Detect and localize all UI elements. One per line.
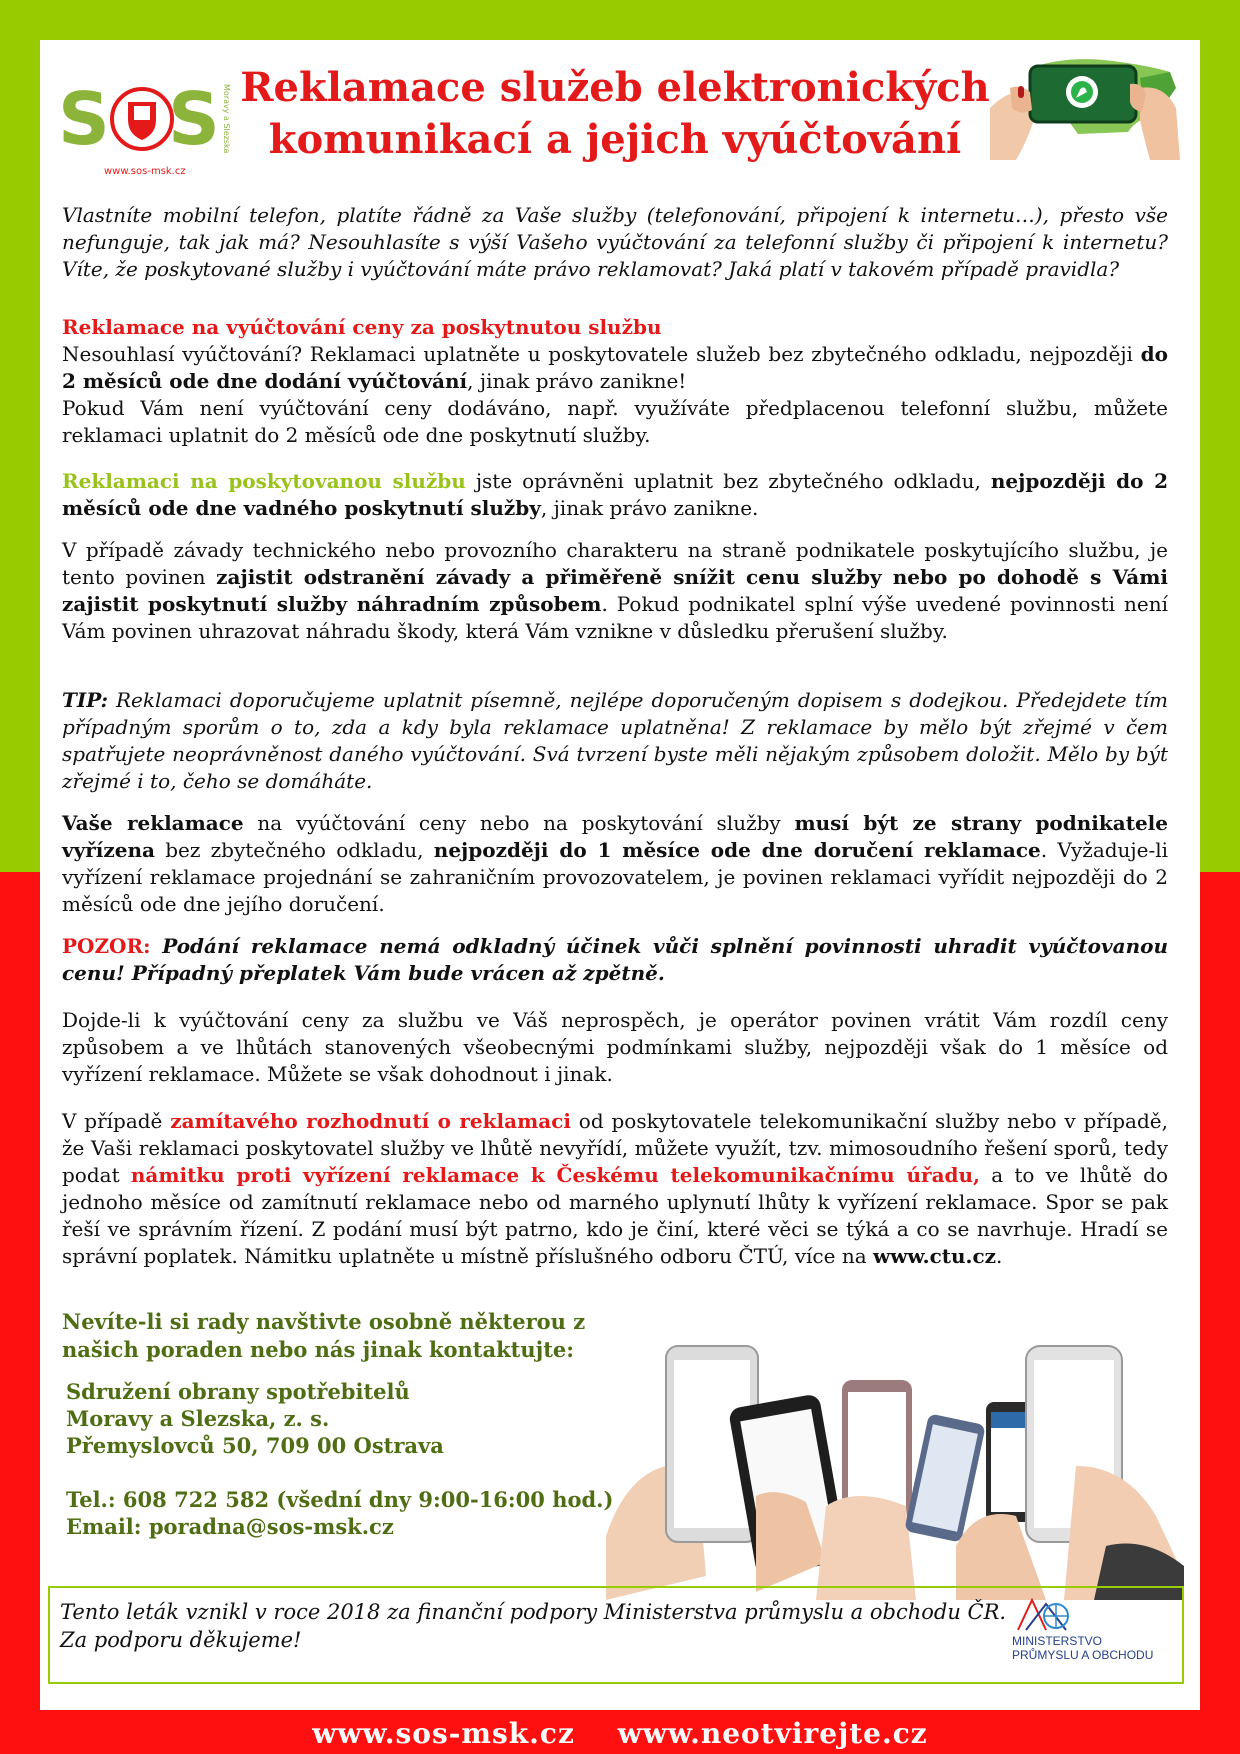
- funding-line-1: Tento leták vznikl v roce 2018 za finanční podpory Ministerstva průmyslu a obchodu ČR.: [60, 1600, 1007, 1624]
- svg-text:S: S: [168, 77, 220, 161]
- tip-label: TIP:: [62, 688, 108, 712]
- flyer-sheet: [40, 40, 1200, 1710]
- pozor-paragraph: POZOR: Podání reklamace nemá odkladný účinek vůči splnění povinnosti uhradit vyúčtovanou cenu! Případný přeplatek Vám bude vrácen až zpětně.: [62, 934, 1168, 985]
- service-heading: Reklamaci na poskytovanou službu: [62, 469, 466, 493]
- section-objection: V případě zamítavého rozhodnutí o reklamaci od poskytovatele telekomunikační služby nebo v případě, že Vaši reklamaci poskytovatel služby ve lhůtě nevyřídí, můžete využít, tzv. mimosoudního řešení sporů, tedy podat námitku proti vyřízení reklamace k Českému telekomunikačnímu úřadu, a to ve lhůtě do jednoho měsíce od zamítnutí reklamace nebo od marného uplynutí lhůty k vyřízení reklamace. Spor se pak řeší ve správním řízení. Z podání musí být patrno, kdo je činí, které věci se týká a co se navrhuje. Hradí se správní poplatek. Námitku uplatněte u místně příslušného odboru ČTÚ, více na www.ctu.cz.: [62, 1109, 1168, 1268]
- org-name-line-2: Moravy a Slezska, z. s.: [66, 1406, 330, 1431]
- contact-heading: Nevíte-li si rady navštivte osobně některou z našich poraden nebo nás jinak kontaktujte:: [62, 1309, 586, 1362]
- phones-illustration: [606, 1346, 1184, 1600]
- logo-side-text: Moravy a Slezska: [222, 84, 231, 154]
- org-address: Přemyslovců 50, 709 00 Ostrava: [66, 1433, 444, 1458]
- title-line-2: komunikací a jejich vyúčtování: [268, 116, 962, 163]
- neotvirejte-url-link[interactable]: www.neotvirejte.cz: [617, 1717, 928, 1750]
- logo-url: www.sos-msk.cz: [104, 166, 186, 177]
- section-billing: [62, 314, 1168, 449]
- ministry-name-line-2: PRŮMYSLU A OBCHODU: [1012, 1648, 1154, 1662]
- org-name-line-1: Sdružení obrany spotřebitelů: [66, 1379, 410, 1404]
- footer-urls: [0, 1716, 1240, 1752]
- sos-logo: [58, 72, 231, 192]
- funding-text: [60, 1598, 1020, 1654]
- section-resolution: Vaše reklamace na vyúčtování ceny nebo na poskytování služby musí být ze strany podnikatele vyřízena bez zbytečného odkladu, nejpozději do 1 měsíce ode dne doručení reklamace. Vyžaduje-li vyřízení reklamace projednání se zahraničním provozovatelem, je povinen reklamaci vyřídit nejpozději do 2 měsíců ode dne jejího doručení.: [62, 811, 1169, 916]
- sos-url-link[interactable]: www.sos-msk.cz: [312, 1717, 575, 1750]
- ministry-logo: [1012, 1596, 1172, 1678]
- email-address[interactable]: Email: poradna@sos-msk.cz: [66, 1514, 394, 1539]
- prepaid-paragraph: Pokud Vám není vyúčtování ceny dodáváno, např. využíváte předplacenou telefonní službu, můžete reklamaci uplatnit do 2 měsíců ode dne poskytnutí služby.: [62, 396, 1168, 447]
- intro-paragraph: Vlastníte mobilní telefon, platíte řádně za Vaše služby (telefonování, připojení k internetu…), přesto vše nefunguje, tak jak má? Nesouhlasíte s výší Vašeho vyúčtování za telefonní služby či připojení k internetu? Víte, že poskytované služby i vyúčtování máte právo reklamovat? Jaká platí v takovém případě pravidla?: [62, 203, 1168, 281]
- ctu-link[interactable]: www.ctu.cz: [872, 1244, 997, 1268]
- section-service: Reklamaci na poskytovanou službu jste oprávněni uplatnit bez zbytečného odkladu, nejpozději do 2 měsíců ode dne vadného poskytnutí služby, jinak právo zanikne.: [62, 469, 1168, 520]
- funding-line-2: Za podporu děkujeme!: [60, 1628, 302, 1652]
- pozor-label: POZOR:: [62, 934, 151, 958]
- tip-paragraph: TIP: Reklamaci doporučujeme uplatnit písemně, nejlépe doporučeným dopisem s dodejkou. Předejdete tím případným sporům o to, zda a kdy byla reklamace uplatněna! Z reklamace by mělo být zřejmé v čem spatřujete neoprávněnost daného vyúčtování. Svá tvrzení byste měli nějakým způsobem doložit. Mělo by být zřejmé i to, čeho se domáháte.: [62, 688, 1168, 793]
- svg-text:S: S: [58, 77, 110, 161]
- ministry-name-line-1: MINISTERSTVO: [1012, 1634, 1103, 1648]
- billing-paragraph: Nesouhlasí vyúčtování? Reklamaci uplatněte u poskytovatele služeb bez zbytečného odkladu, nejpozději do 2 měsíců ode dne dodání vyúčtování, jinak právo zanikne!: [62, 342, 1168, 393]
- contact-block: [66, 1378, 626, 1540]
- funding-box: [48, 1586, 1184, 1684]
- phone-number: Tel.: 608 722 582 (všední dny 9:00-16:00 hod.): [66, 1487, 614, 1512]
- title-line-1: Reklamace služeb elektronických: [240, 64, 990, 111]
- refund-paragraph: Dojde-li k vyúčtování ceny za službu ve Váš neprospěch, je operátor povinen vrátit Vám rozdíl ceny způsobem a ve lhůtách stanovených všeobecnými podmínkami služby, nejpozději však do 1 měsíce od vyřízení reklamace. Můžete se však dohodnout i jinak.: [62, 1008, 1168, 1086]
- page-title: [230, 62, 1000, 166]
- ministry-emblem-icon: [1012, 1596, 1082, 1632]
- billing-heading: Reklamace na vyúčtování ceny za poskytnutou službu: [62, 315, 662, 339]
- phone-photo: [990, 48, 1180, 160]
- section-defect: V případě závady technického nebo provozního charakteru na straně podnikatele poskytujícího službu, je tento povinen zajistit odstranění závady a přiměřeně snížit cenu služby nebo po dohodě s Vámi zajistit poskytnutí služby náhradním způsobem. Pokud podnikatel splní výše uvedené povinnosti není Vám povinen uhrazovat náhradu škody, která Vám vznikne v důsledku přerušení služby.: [62, 538, 1169, 643]
